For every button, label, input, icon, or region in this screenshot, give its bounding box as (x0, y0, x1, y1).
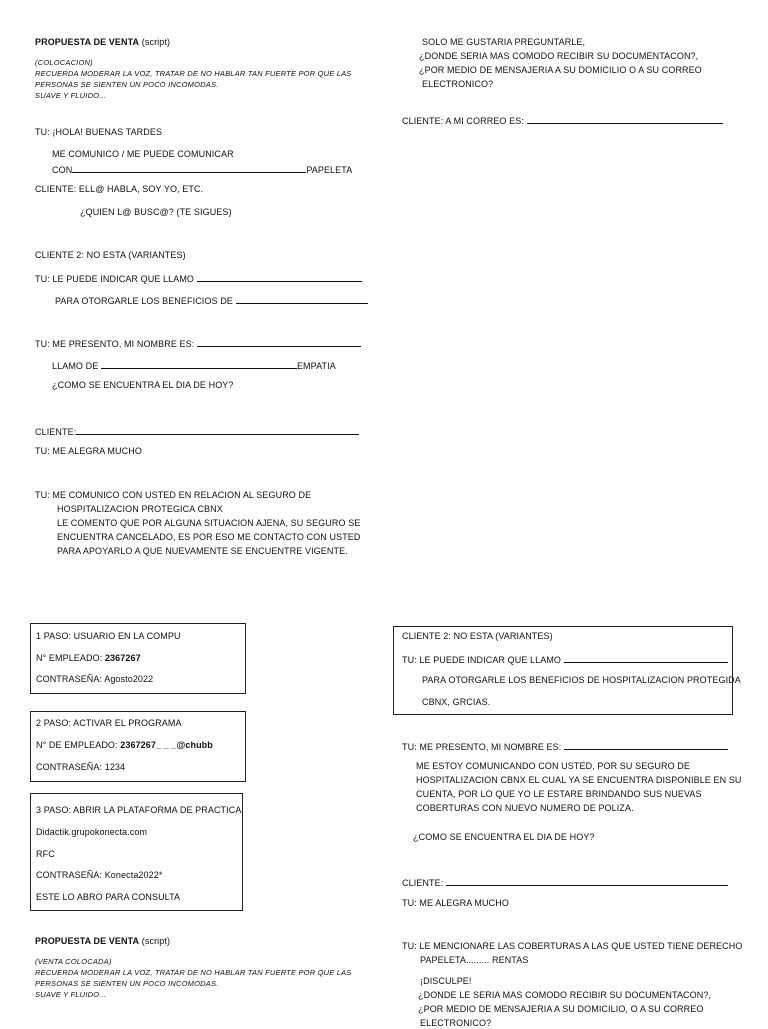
paso-2-empleado-label: N° DE EMPLEADO: (36, 740, 118, 750)
relacion-line-5: PARA APOYARLO A QUE NUEVAMENTE SE ENCUENTRE VIGENTE. (57, 546, 348, 556)
relacion-line-4: ENCUENTRA CANCELADO, ES POR ESO ME CONTACTO CON USTED (57, 532, 361, 542)
rb-presento-blank (564, 740, 728, 750)
correo-label: CLIENTE: A MI CORREO ES: (402, 116, 524, 126)
presento-blank (197, 337, 361, 347)
paso-2-empleado-value: 2367267 (120, 740, 156, 750)
box-otorgarle-line: PARA OTORGARLE LOS BENEFICIOS DE HOSPITALIZACION PROTEGIDA (422, 675, 741, 685)
con-line (52, 163, 352, 176)
script-title (35, 37, 170, 48)
rb-cliente-blank (446, 876, 728, 886)
rb-disculpe-line: ¡DISCULPE! (420, 976, 472, 986)
indicar-line (35, 272, 362, 285)
bottom-note-line-2: PERSONAS SE SIENTEN UN POCO INCOMODAS. (35, 979, 219, 988)
rb-medio-line: ¿POR MEDIO DE MENSAJERIA A SU DOMICILIO, O A SU CORREO (418, 1004, 704, 1014)
bottom-venta-label: (VENTA COLOCADA) (35, 957, 112, 966)
otorgarle-label: PARA OTORGARLE LOS BENEFICIOS DE (55, 296, 233, 306)
indicar-label: TU: LE PUEDE INDICAR QUE LLAMO (35, 274, 195, 284)
rb-alegra-line: TU: ME ALEGRA MUCHO (402, 898, 509, 908)
otorgarle-line (55, 294, 368, 307)
rb-coberturas-line-1: TU: LE MENCIONARE LAS COBERTURAS A LAS QUE USTED TIENE DERECHO (402, 941, 743, 951)
cliente-habla-line: CLIENTE: ELL@ HABLA, SOY YO, ETC. (35, 184, 204, 194)
bottom-title-main: PROPUESTA DE VENTA (35, 936, 140, 946)
pregunta-line-2: ¿DONDE SERIA MAS COMODO RECIBIR SU DOCUMENTACON?, (419, 51, 699, 61)
paso-3-password: CONTRASEÑA: Konecta2022* (36, 870, 163, 880)
paso-2-empleado-suffix: _ _ _@chubb (155, 740, 213, 750)
note-line-2: PERSONAS SE SIENTEN UN POCO INCOMODAS. (35, 80, 219, 89)
paso-1-empleado-label: N° EMPLEADO: (36, 653, 103, 663)
paso-3-box (30, 793, 243, 911)
cliente2-box (393, 626, 741, 715)
presento-line (35, 337, 361, 350)
pregunta-line-4: ELECTRONICO? (422, 79, 494, 89)
paso-1-box (30, 623, 246, 694)
llamo-de-label: LLAMO DE (52, 361, 99, 371)
rb-cliente-line (402, 876, 728, 889)
rb-cliente-label: CLIENTE: (402, 878, 444, 888)
comunico-line: ME COMUNICO / ME PUEDE COMUNICAR (52, 149, 234, 159)
como-line: ¿COMO SE ENCUENTRA EL DIA DE HOY? (52, 380, 234, 390)
rb-estoy-line-4: COBERTURAS CON NUEVO NUMERO DE POLIZA. (416, 803, 634, 813)
con-blank (72, 163, 306, 173)
colocacion-label: (COLOCACION) (35, 58, 93, 67)
cliente-blank (76, 425, 359, 435)
paso-1-empleado (36, 653, 141, 664)
alegra-line: TU: ME ALEGRA MUCHO (35, 446, 142, 456)
bottom-note-line-3: SUAVE Y FLUIDO... (35, 990, 107, 999)
quien-line: ¿QUIEN L@ BUSC@? (TE SIGUES) (80, 207, 232, 217)
paso-1-password: CONTRASEÑA: Agosto2022 (36, 674, 154, 684)
rb-estoy-line-1: ME ESTOY COMUNICANDO CON USTED, POR SU SEGURO DE (416, 761, 690, 771)
indicar-blank (197, 272, 362, 282)
title-main: PROPUESTA DE VENTA (35, 37, 140, 47)
paso-1-title: 1 PASO: USUARIO EN LA COMPU (36, 631, 181, 641)
paso-2-title: 2 PASO: ACTIVAR EL PROGRAMA (36, 718, 182, 728)
box-cliente2-line: CLIENTE 2: NO ESTA (VARIANTES) (402, 631, 553, 641)
llamo-de-blank (101, 359, 297, 369)
presento-label: TU: ME PRESENTO, MI NOMBRE ES: (35, 339, 195, 349)
rb-estoy-line-3: CUENTA, POR LO QUE YO LE ESTARE BRINDANDO SUS NUEVAS (416, 789, 702, 799)
paso-2-empleado (36, 740, 213, 751)
cliente-line (35, 425, 359, 438)
rb-donde-line: ¿DONDE LE SERIA MAS COMODO RECIBIR SU DOCUMENTACON?, (418, 990, 712, 1000)
note-line-3: SUAVE Y FLUIDO... (35, 91, 107, 100)
correo-line (402, 114, 723, 127)
note-line-1: RECUERDA MODERAR LA VOZ, TRATAR DE NO HABLAR TAN FUERTE POR QUE LAS (35, 69, 352, 78)
box-indicar-blank (564, 653, 728, 663)
paso-2-password: CONTRASEÑA: 1234 (36, 762, 126, 772)
relacion-line-3: LE COMENTO QUE POR ALGUNA SITUACION AJENA, SU SEGURO SE (57, 518, 361, 528)
bottom-title-suffix: (script) (141, 936, 171, 946)
rb-presento-label: TU: ME PRESENTO, MI NOMBRE ES: (402, 742, 562, 752)
cliente2-line: CLIENTE 2: NO ESTA (VARIANTES) (35, 250, 186, 260)
paso-3-title: 3 PASO: ABRIR LA PLATAFORMA DE PRACTICA (36, 805, 242, 815)
papeleta-label: PAPELETA (306, 165, 353, 175)
relacion-line-2: HOSPITALIZACION PROTEGICA CBNX (57, 504, 223, 514)
pregunta-line-3: ¿POR MEDIO DE MENSAJERIA A SU DOMICILIO O A SU CORREO (419, 65, 702, 75)
empatia-label: EMPATIA (296, 361, 336, 371)
greeting-line: TU: ¡HOLA! BUENAS TARDES (35, 127, 163, 137)
paso-1-empleado-value: 2367267 (104, 653, 141, 663)
relacion-line-1: TU: ME COMUNICO CON USTED EN RELACION AL SEGURO DE (35, 490, 312, 500)
paso-3-rfc: RFC (36, 849, 55, 859)
pregunta-line-1: SOLO ME GUSTARIA PREGUNTARLE, (422, 37, 586, 47)
box-indicar-line (402, 653, 728, 666)
correo-blank (527, 114, 723, 124)
title-suffix: (script) (141, 37, 171, 47)
rb-electronico-line: ELECTRONICO? (420, 1018, 492, 1028)
rb-coberturas-line-2: PAPELETA......... RENTAS (420, 955, 529, 965)
paso-3-url: Didactik.grupokonecta.com (36, 827, 148, 837)
llamo-de-line (52, 359, 336, 372)
bottom-note-line-1: RECUERDA MODERAR LA VOZ, TRATAR DE NO HABLAR TAN FUERTE POR QUE LAS (35, 968, 352, 977)
cliente-label: CLIENTE: (35, 427, 77, 437)
rb-presento-line (402, 740, 728, 753)
paso-2-box (30, 711, 246, 782)
rb-estoy-line-2: HOSPITALIZACION CBNX EL CUAL YA SE ENCUENTRA DISPONIBLE EN SU (416, 775, 742, 785)
con-label: CON (52, 165, 73, 175)
bottom-script-title (35, 936, 170, 947)
otorgarle-blank (236, 294, 368, 304)
box-cbnx-line: CBNX, GRCIAS. (422, 697, 491, 707)
box-indicar-label: TU: LE PUEDE INDICAR QUE LLAMO (402, 655, 562, 665)
rb-como-line: ¿COMO SE ENCUENTRA EL DIA DE HOY? (413, 832, 595, 842)
paso-3-consulta: ESTE LO ABRO PARA CONSULTA (36, 892, 181, 902)
